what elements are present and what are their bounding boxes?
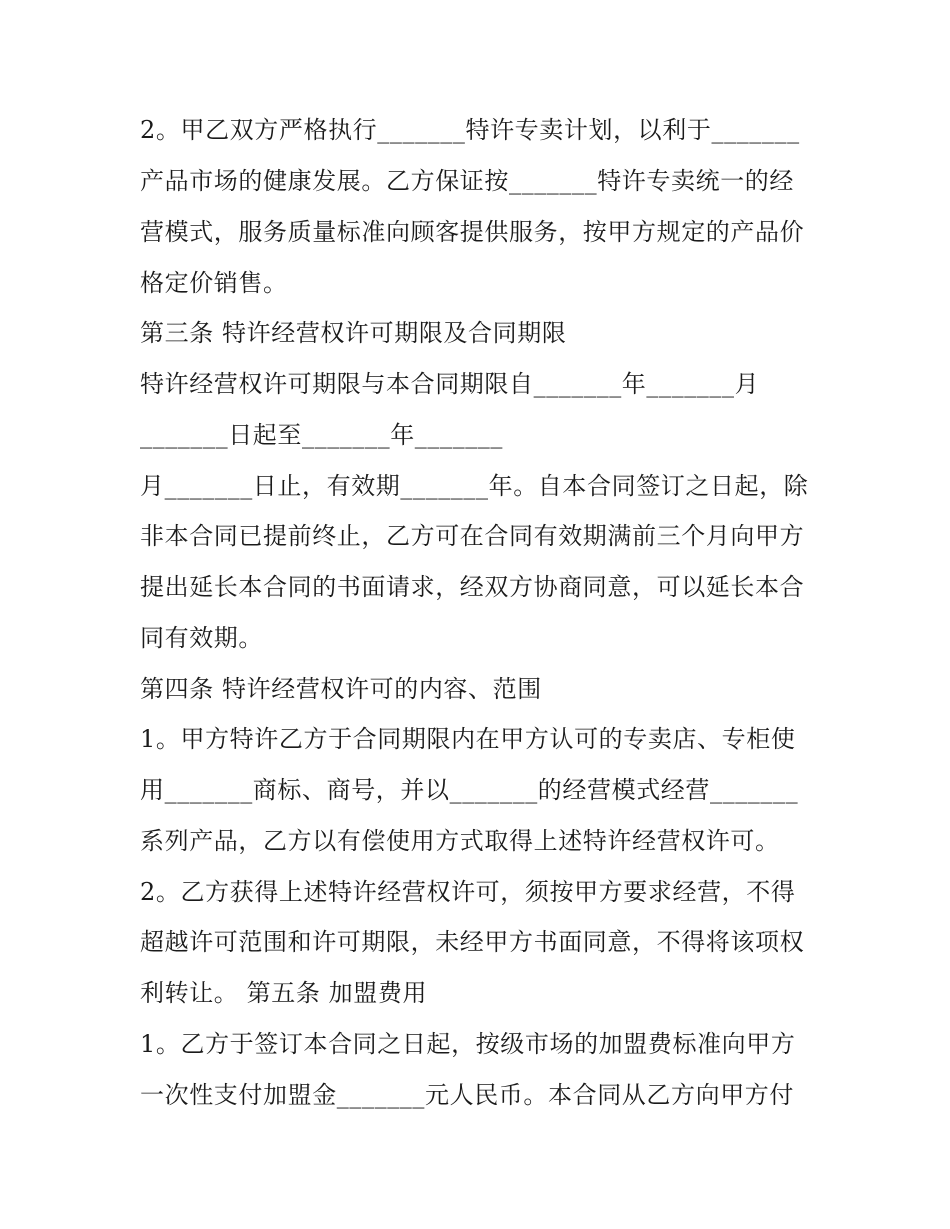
paragraph-line: 非本合同已提前终止，乙方可在合同有效期满前三个月向甲方 (140, 522, 805, 550)
paragraph-line: 用_______商标、商号，并以_______的经营模式经营_______ (140, 776, 799, 804)
paragraph-line: 利转让。 第五条 加盟费用 (140, 979, 428, 1007)
paragraph-line: 产品市场的健康发展。乙方保证按_______特许专卖统一的经 (140, 167, 794, 195)
paragraph-line: 1。甲方特许乙方于合同期限内在甲方认可的专卖店、专柜使 (140, 725, 796, 753)
paragraph-line: 一次性支付加盟金_______元人民币。本合同从乙方向甲方付 (140, 1081, 794, 1109)
paragraph-line: 超越许可范围和许可期限，未经甲方书面同意，不得将该项权 (140, 928, 805, 956)
paragraph-line: 营模式，服务质量标准向顾客提供服务，按甲方规定的产品价 (140, 218, 805, 246)
paragraph-line: 系列产品，乙方以有偿使用方式取得上述特许经营权许可。 (140, 827, 780, 855)
paragraph-line: 2。甲乙双方严格执行_______特许专卖计划，以利于_______ (140, 116, 800, 144)
paragraph-line: 1。乙方于签订本合同之日起，按级市场的加盟费标准向甲方 (140, 1030, 796, 1058)
paragraph-line: 格定价销售。 (140, 269, 288, 297)
section-heading: 第三条 特许经营权许可期限及合同期限 (140, 319, 567, 347)
paragraph-line: 同有效期。 (140, 624, 263, 652)
paragraph-line: 提出延长本合同的书面请求，经双方协商同意，可以延长本合 (140, 573, 805, 601)
paragraph-line: 2。乙方获得上述特许经营权许可，须按甲方要求经营，不得 (140, 878, 796, 906)
paragraph-line: _______日起至_______年_______ (140, 421, 503, 449)
paragraph-line: 月_______日止，有效期_______年。自本合同签订之日起，除 (140, 472, 809, 500)
paragraph-line: 特许经营权许可期限与本合同期限自_______年_______月 (140, 370, 760, 398)
section-heading: 第四条 特许经营权许可的内容、范围 (140, 675, 542, 703)
